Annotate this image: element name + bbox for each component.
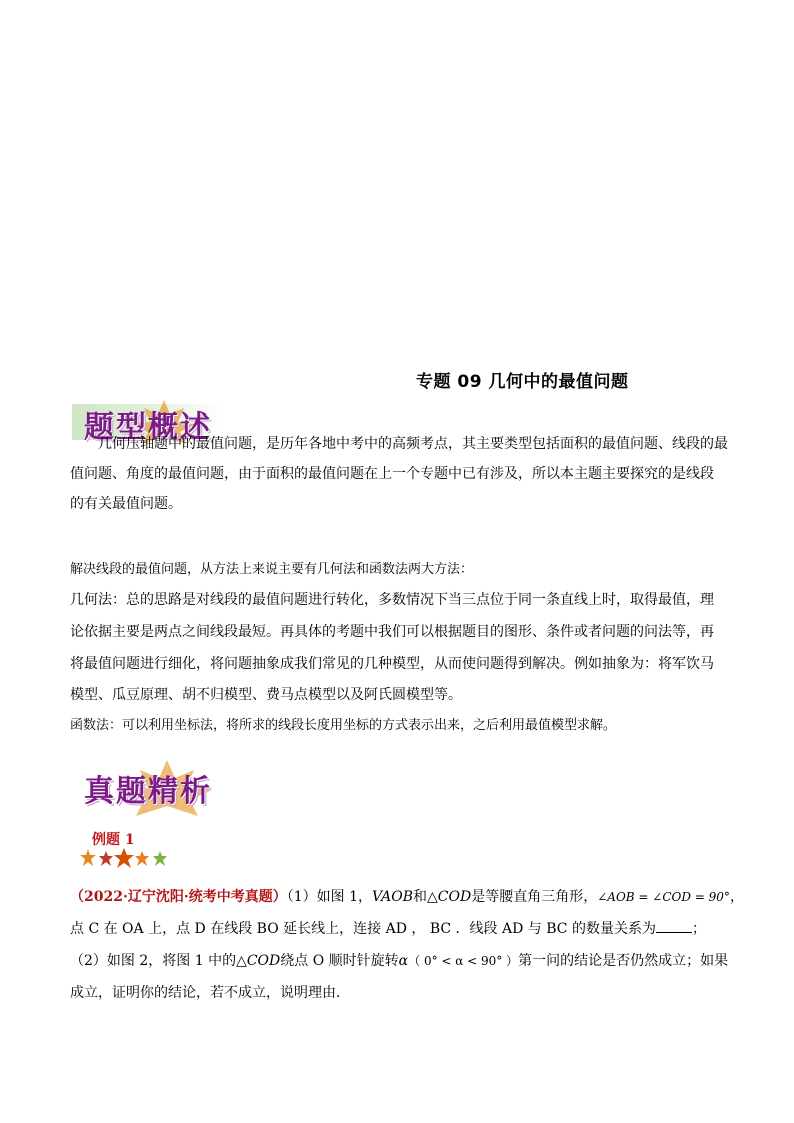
triangle-cod: △COD [427, 889, 472, 905]
paragraph-intro-line-3: 的有关最值问题。 [70, 496, 182, 512]
alpha-range: （ 0° < α < 90° ） [408, 954, 519, 968]
question-2-line-2: 成立，证明你的结论，若不成立，说明理由． [70, 985, 350, 1001]
paragraph-methods: 解决线段的最值问题，从方法上来说主要有几何法和函数法两大方法： [70, 562, 474, 577]
paragraph-function-method: 函数法：可以利用坐标法，将所求的线段长度用坐标的方式表示出来，之后利用最值模型求解。 [70, 718, 617, 733]
example-label: 例题 1 [92, 832, 135, 848]
question-2-line-1 [70, 950, 728, 970]
question-1-desc: 是等腰直角三角形， [471, 889, 598, 905]
section-heading-exam: 真题精析 [84, 774, 212, 809]
page-title: 专题 09 几何中的最值问题 [416, 372, 629, 392]
conjunction-and: 和 [413, 889, 428, 905]
question-1-line-1 [70, 886, 744, 906]
paragraph-geometry-line-3: 将最值问题进行细化，将问题抽象成我们常见的几种模型，从而使问题得到解决。例如抽象为：将军饮马 [70, 656, 714, 672]
angle-equation: ∠AOB = ∠COD = 90° [597, 890, 730, 904]
paragraph-intro-line-1: 几何压轴题中的最值问题，是历年各地中考中的高频考点，其主要类型包括面积的最值问题、线段的最 [98, 436, 728, 452]
question-1-condition: 点 C 在 OA 上，点 D 在线段 BO 延长线上，连接 AD ， BC ．线段 AD 与 BC 的数量关系为 [70, 921, 656, 937]
question-1-line-2 [70, 918, 706, 938]
question-2-intro: （2）如图 2，将图 1 中的 [70, 953, 237, 969]
section-heading-overview: 题型概述 [84, 410, 212, 445]
question-source: （2022·辽宁沈阳·统考中考真题） [70, 889, 287, 905]
alpha-symbol: α [398, 953, 409, 969]
semicolon: ； [691, 921, 706, 937]
section-banner-exam [72, 758, 242, 818]
paragraph-geometry-line-1: 几何法：总的思路是对线段的最值问题进行转化，多数情况下当三点位于同一条直线上时，取得最值，理 [70, 592, 714, 608]
paragraph-geometry-line-2: 论依据主要是两点之间线段最短。再具体的考题中我们可以根据题目的图形、条件或者问题的问法等，再 [70, 624, 714, 640]
triangle-cod-2: △COD [236, 953, 281, 969]
flower-decoration-icon [78, 847, 170, 869]
comma: ， [729, 889, 744, 905]
triangle-aob: VAOB [371, 889, 414, 905]
paragraph-geometry-line-4: 模型、瓜豆原理、胡不归模型、费马点模型以及阿氏圆模型等。 [70, 687, 462, 703]
paragraph-intro-line-2: 值问题、角度的最值问题，由于面积的最值问题在上一个专题中已有涉及，所以本主题主要探究的是线段 [70, 466, 714, 482]
question-2-ask: 第一问的结论是否仍然成立；如果 [518, 953, 729, 969]
question-2-rotate: 绕点 O 顺时针旋转 [280, 953, 399, 969]
question-1-intro: （1）如图 1， [286, 889, 372, 905]
answer-blank[interactable] [656, 918, 692, 933]
